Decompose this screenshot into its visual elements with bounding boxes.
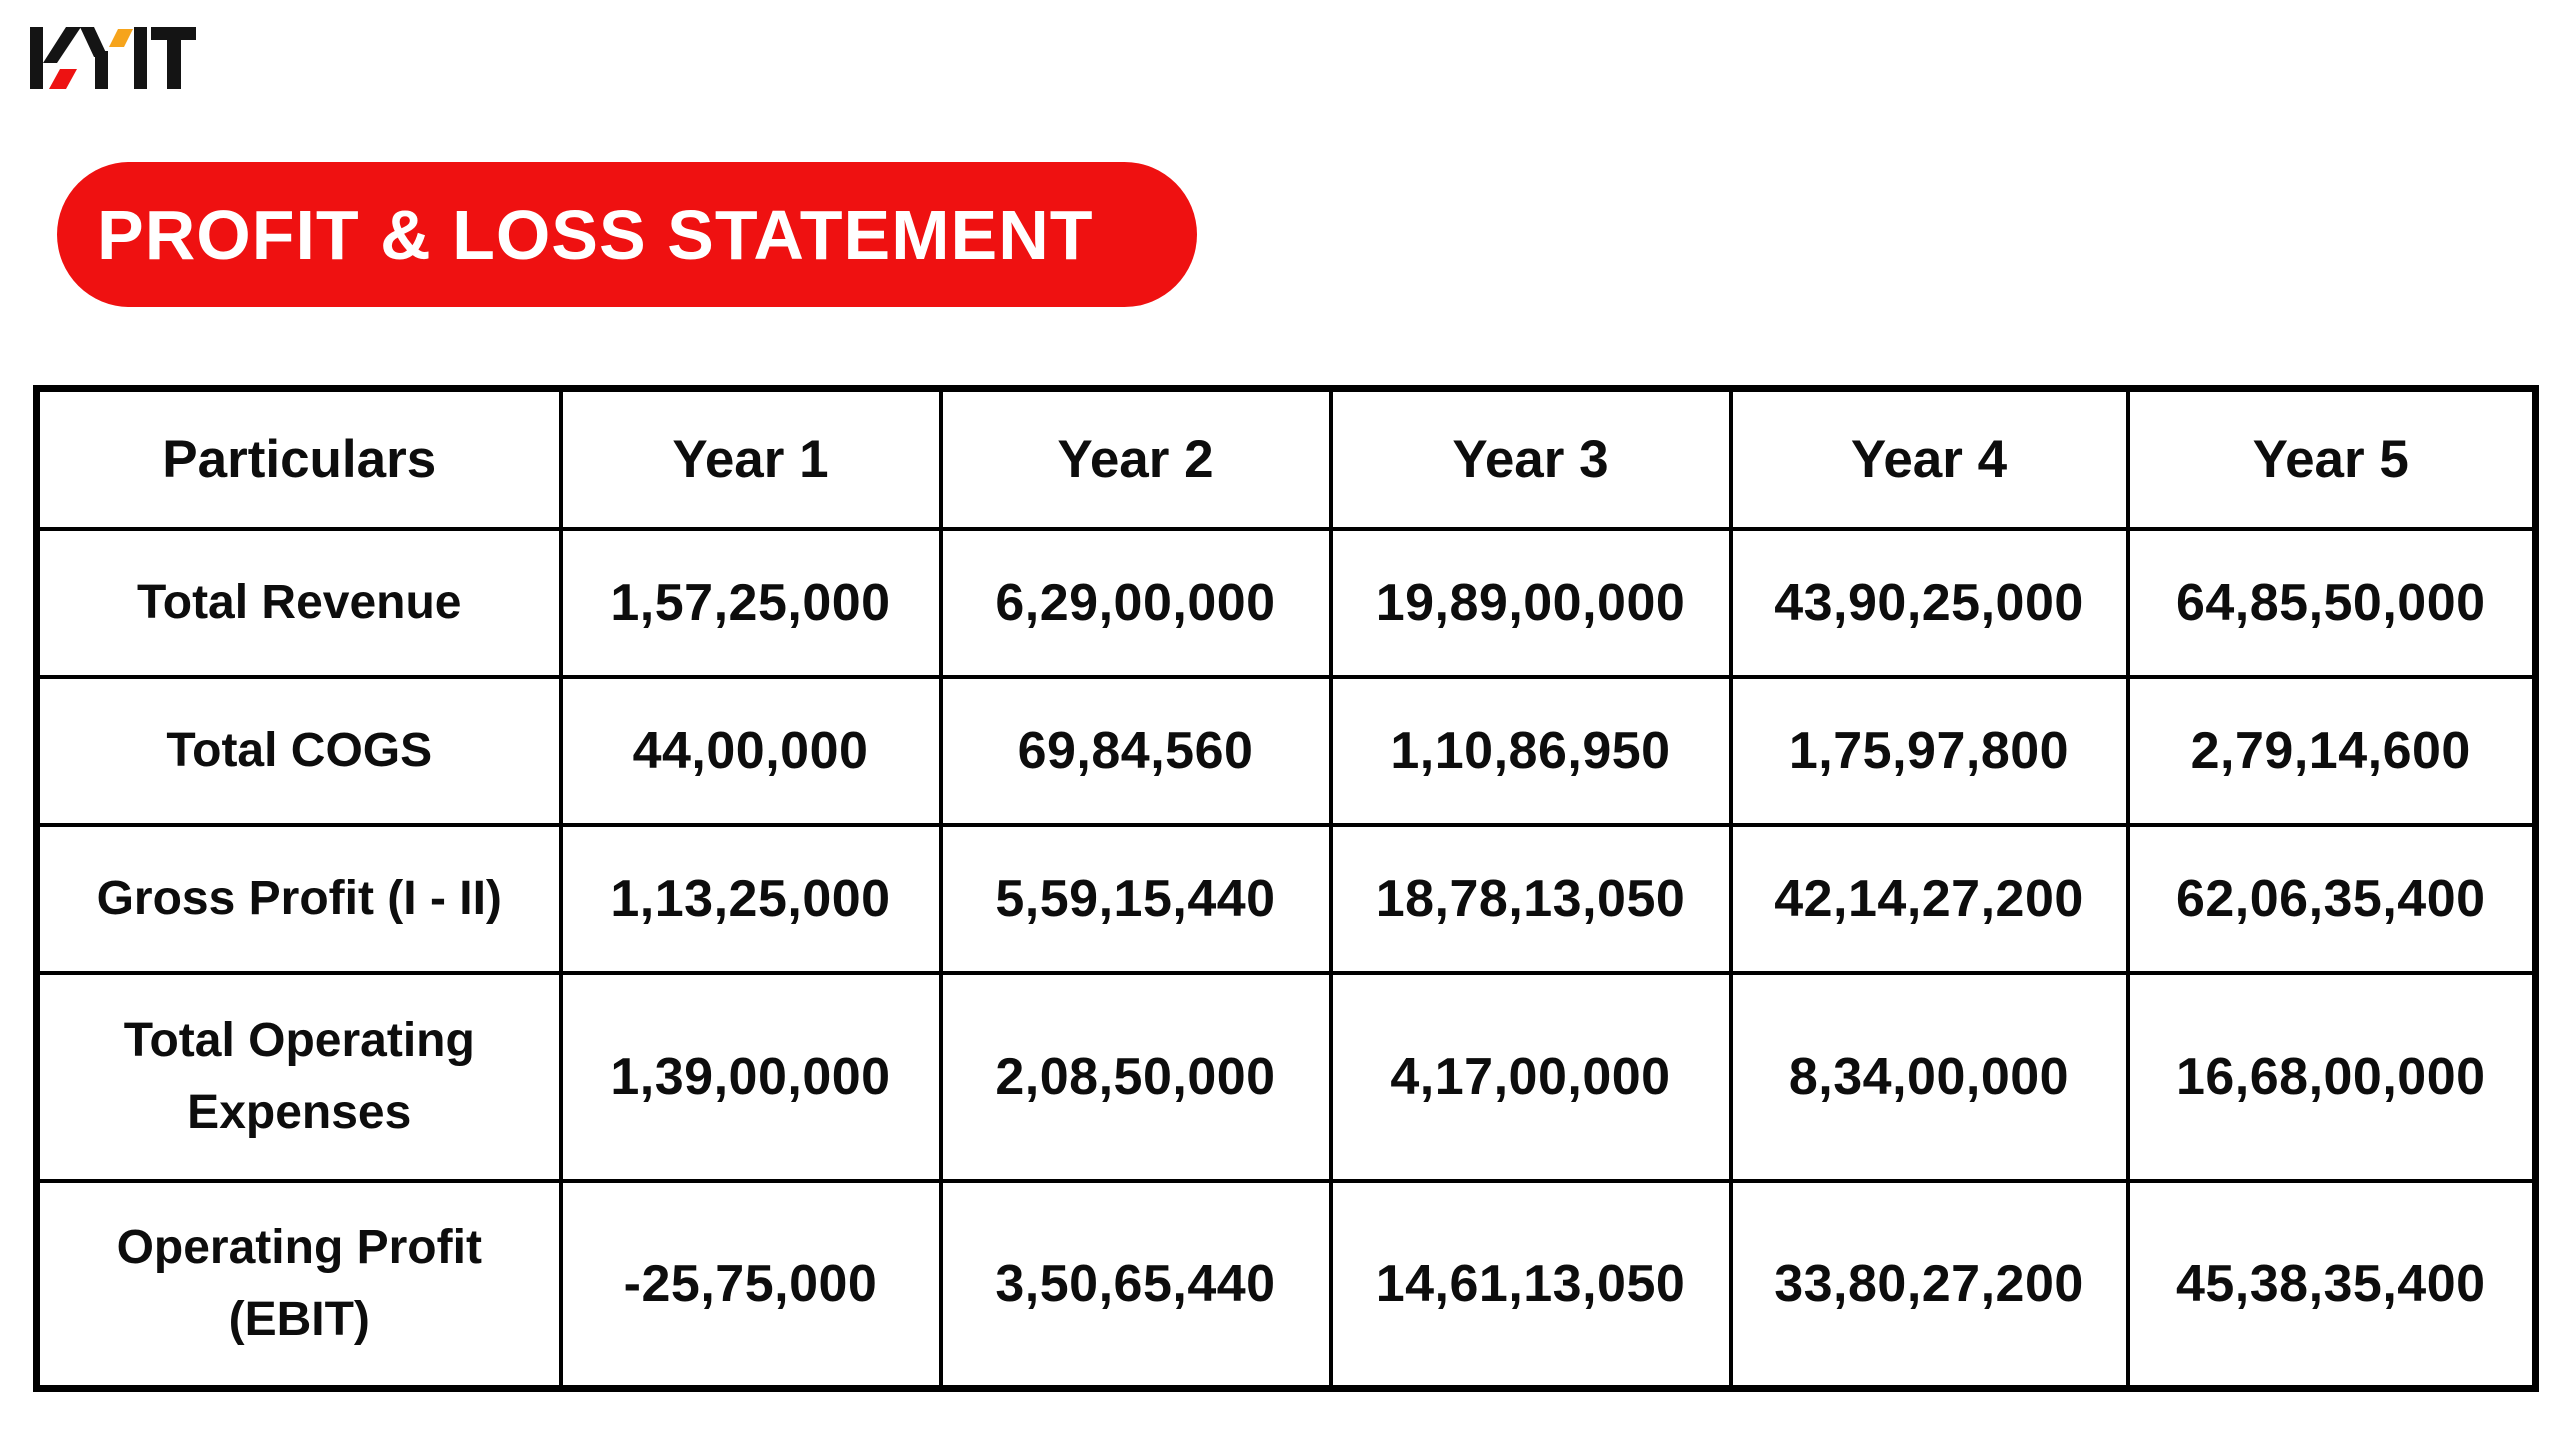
cell-value: 64,85,50,000 xyxy=(2128,529,2536,677)
cell-value: 1,75,97,800 xyxy=(1731,677,2128,825)
cell-value: 19,89,00,000 xyxy=(1331,529,1731,677)
cell-value: 2,79,14,600 xyxy=(2128,677,2536,825)
cell-value: 44,00,000 xyxy=(561,677,941,825)
header-cell-year3: Year 3 xyxy=(1331,389,1731,529)
header-cell-particulars: Particulars xyxy=(37,389,561,529)
page-title: PROFIT & LOSS STATEMENT xyxy=(97,195,1094,274)
table-row-operating-profit xyxy=(37,1181,2536,1389)
row-label: Total Operating Expenses xyxy=(37,973,561,1181)
cell-value: 1,57,25,000 xyxy=(561,529,941,677)
header-cell-year4: Year 4 xyxy=(1731,389,2128,529)
cell-value: 16,68,00,000 xyxy=(2128,973,2536,1181)
row-label: Operating Profit (EBIT) xyxy=(37,1181,561,1389)
cell-value: 33,80,27,200 xyxy=(1731,1181,2128,1389)
table-row-total-revenue xyxy=(37,529,2536,677)
cell-value: 8,34,00,000 xyxy=(1731,973,2128,1181)
cell-value: 3,50,65,440 xyxy=(941,1181,1331,1389)
cell-value: 1,10,86,950 xyxy=(1331,677,1731,825)
cell-value: 4,17,00,000 xyxy=(1331,973,1731,1181)
cell-value: -25,75,000 xyxy=(561,1181,941,1389)
row-label: Total Revenue xyxy=(37,529,561,677)
profit-loss-table xyxy=(33,385,2539,1392)
header-cell-year5: Year 5 xyxy=(2128,389,2536,529)
k-red-accent xyxy=(49,69,77,89)
cell-value: 2,08,50,000 xyxy=(941,973,1331,1181)
table-row-total-cogs xyxy=(37,677,2536,825)
cell-value: 18,78,13,050 xyxy=(1331,825,1731,973)
kyit-logo xyxy=(30,27,196,89)
title-banner xyxy=(57,162,1197,307)
table-header-row xyxy=(37,389,2536,529)
cell-value: 45,38,35,400 xyxy=(2128,1181,2536,1389)
row-label: Total COGS xyxy=(37,677,561,825)
row-label: Gross Profit (I - II) xyxy=(37,825,561,973)
cell-value: 14,61,13,050 xyxy=(1331,1181,1731,1389)
header-cell-year1: Year 1 xyxy=(561,389,941,529)
cell-value: 6,29,00,000 xyxy=(941,529,1331,677)
cell-value: 1,39,00,000 xyxy=(561,973,941,1181)
y-orange-accent xyxy=(109,29,133,47)
table-row-gross-profit xyxy=(37,825,2536,973)
cell-value: 69,84,560 xyxy=(941,677,1331,825)
header-cell-year2: Year 2 xyxy=(941,389,1331,529)
cell-value: 1,13,25,000 xyxy=(561,825,941,973)
cell-value: 5,59,15,440 xyxy=(941,825,1331,973)
cell-value: 62,06,35,400 xyxy=(2128,825,2536,973)
kyit-logo-letters xyxy=(30,27,196,89)
cell-value: 43,90,25,000 xyxy=(1731,529,2128,677)
table-row-operating-expenses xyxy=(37,973,2536,1181)
cell-value: 42,14,27,200 xyxy=(1731,825,2128,973)
